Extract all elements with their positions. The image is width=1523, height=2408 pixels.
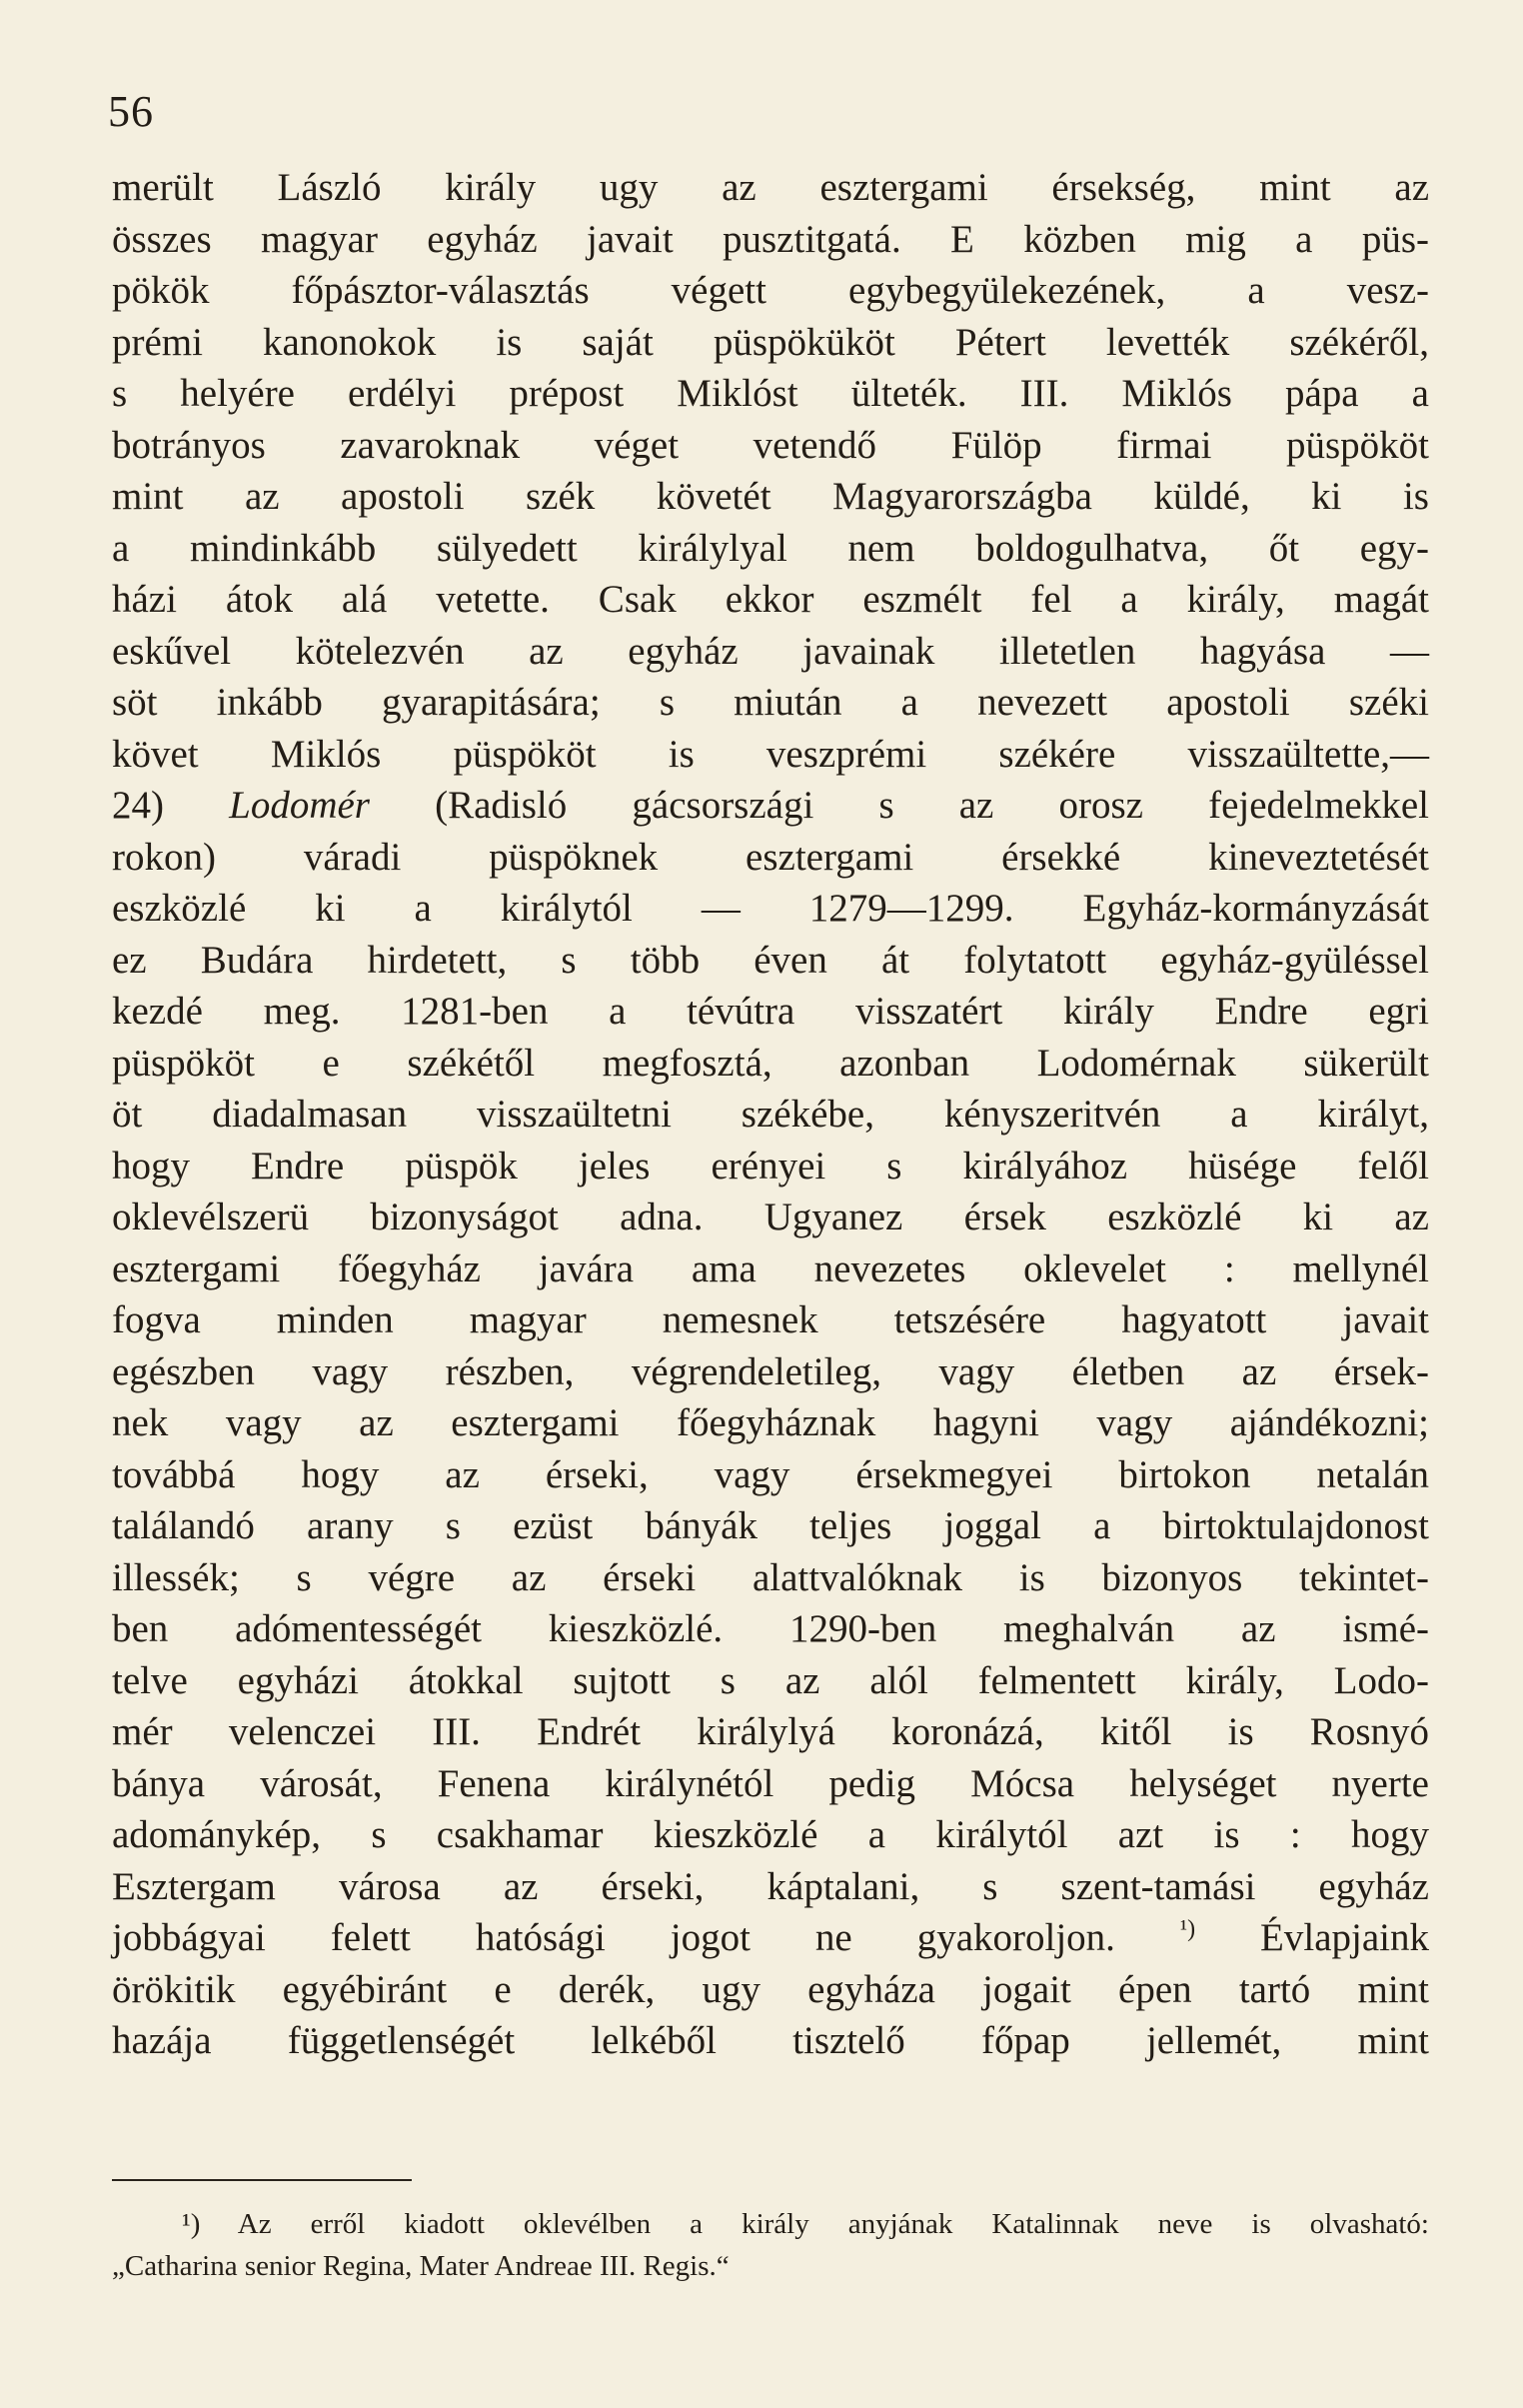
text-segment: mint az apostoli szék követét Magyarországba küldé, ki is xyxy=(112,475,1429,518)
text-line xyxy=(112,780,1429,832)
text-line xyxy=(112,368,1429,420)
text-segment: ez Budára hirdetett, s több éven át folytatott egyház-gyüléssel xyxy=(112,938,1429,982)
text-line xyxy=(112,1603,1429,1655)
text-line xyxy=(112,265,1429,317)
text-segment: örökitik egyébiránt e derék, ugy egyháza jogait épen tartó mint xyxy=(112,1967,1429,2011)
text-line xyxy=(112,832,1429,884)
text-line xyxy=(112,1397,1429,1449)
text-line xyxy=(112,471,1429,523)
body-text xyxy=(112,162,1429,2067)
text-line xyxy=(112,214,1429,266)
text-line xyxy=(112,1089,1429,1141)
text-segment: a mindinkább sülyedett királylyal nem boldogulhatva, őt egy- xyxy=(112,526,1429,570)
text-line xyxy=(112,1964,1429,2016)
text-line xyxy=(112,677,1429,729)
text-line xyxy=(112,626,1429,678)
text-line xyxy=(112,729,1429,781)
text-line xyxy=(112,935,1429,987)
text-line xyxy=(112,1192,1429,1243)
text-line xyxy=(112,1449,1429,1501)
text-line xyxy=(112,986,1429,1038)
text-segment: fogva minden magyar nemesnek tetszésére hagyatott javait xyxy=(112,1298,1429,1341)
text-line xyxy=(112,1809,1429,1861)
text-segment: kezdé meg. 1281-ben a tévútra visszatért király Endre egri xyxy=(112,990,1429,1033)
text-segment: eskűvel kötelezvén az egyház javainak illetetlen hagyása — xyxy=(112,629,1429,673)
text-segment: söt inkább gyarapitására; s miután a nevezett apostoli széki xyxy=(112,681,1429,724)
text-segment: rokon) váradi püspöknek esztergami érsekké kineveztetését xyxy=(112,835,1429,879)
text-segment: találandó arany s ezüst bányák teljes joggal a birtoktulajdonost xyxy=(112,1504,1429,1547)
text-line xyxy=(112,523,1429,575)
text-line xyxy=(112,1500,1429,1552)
text-segment: botrányos zavaroknak véget vetendő Fülöp firmai püspököt xyxy=(112,423,1429,467)
text-line xyxy=(112,2015,1429,2067)
text-segment: Évlapjaink xyxy=(1195,1916,1429,1959)
text-line xyxy=(112,1038,1429,1090)
text-segment: illessék; s végre az érseki alattvalóknak is bizonyos tekintet- xyxy=(112,1555,1429,1599)
text-line xyxy=(112,1706,1429,1758)
text-segment: ben adómentességét kieszközlé. 1290-ben meghalván az ismé- xyxy=(112,1607,1429,1650)
text-segment: telve egyházi átokkal sujtott s az alól felmentett király, Lodo- xyxy=(112,1658,1429,1702)
text-line xyxy=(112,1346,1429,1398)
text-segment: öt diadalmasan visszaültetni székébe, kényszeritvén a királyt, xyxy=(112,1093,1429,1136)
text-line xyxy=(112,420,1429,472)
text-segment: eszközlé ki a királytól — 1279—1299. Egyház-kormányzását xyxy=(112,887,1429,930)
text-line xyxy=(112,1758,1429,1810)
page-number: 56 xyxy=(108,87,154,136)
text-segment: nek vagy az esztergami főegyháznak hagyni vagy ajándékozni; xyxy=(112,1401,1429,1444)
text-line xyxy=(112,883,1429,935)
text-line xyxy=(112,1552,1429,1604)
text-segment: egészben vagy részben, végrendeletileg, vagy életben az érsek- xyxy=(112,1349,1429,1393)
text-segment: adománykép, s csakhamar kieszközlé a királytól azt is : hogy xyxy=(112,1813,1429,1856)
text-line xyxy=(112,1655,1429,1707)
text-line xyxy=(112,1861,1429,1913)
text-segment: (Radisló gácsországi s az orosz fejedelmekkel xyxy=(369,784,1429,827)
text-line xyxy=(112,162,1429,214)
text-segment: hazája függetlenségét lelkéből tisztelő főpap jellemét, mint xyxy=(112,2019,1429,2062)
text-segment: 24) xyxy=(112,784,230,827)
text-line xyxy=(112,1243,1429,1295)
text-segment: bánya városát, Fenena királynétól pedig Mócsa helységet nyerte xyxy=(112,1761,1429,1805)
footnote-line: „Catharina senior Regina, Mater Andreae III. Regis.“ xyxy=(112,2250,730,2282)
italic-name: Lodomér xyxy=(229,784,370,827)
text-segment: püspököt e székétől megfosztá, azonban Lodomérnak sükerült xyxy=(112,1041,1429,1085)
text-segment: s helyére erdélyi prépost Miklóst ülteték. III. Miklós pápa a xyxy=(112,372,1429,415)
text-segment: pökök főpásztor-választás végett egybegyülekezének, a vesz- xyxy=(112,269,1429,312)
text-segment: házi átok alá vetette. Csak ekkor eszmélt fel a király, magát xyxy=(112,578,1429,621)
footnotes xyxy=(112,2203,1429,2287)
text-segment: Esztergam városa az érseki, káptalani, s szent-tamási egyház xyxy=(112,1864,1429,1908)
text-segment: összes magyar egyház javait pusztitgatá. E közben mig a püs- xyxy=(112,217,1429,261)
text-segment: oklevélszerü bizonyságot adna. Ugyanez érsek eszközlé ki az xyxy=(112,1196,1429,1238)
footnote-divider xyxy=(112,2179,412,2181)
text-segment: követ Miklós püspököt is veszprémi székére visszaültette,— xyxy=(112,732,1429,776)
text-segment: prémi kanonokok is saját püspöküköt Pétert levették székéről, xyxy=(112,320,1429,364)
text-line xyxy=(112,574,1429,626)
text-line xyxy=(112,1912,1429,1964)
footnote-reference: ¹) xyxy=(1179,1916,1196,1942)
text-segment: hogy Endre püspök jeles erényei s királyához hüsége felől xyxy=(112,1144,1429,1188)
text-segment: jobbágyai felett hatósági jogot ne gyakoroljon. xyxy=(112,1916,1180,1959)
text-line xyxy=(112,317,1429,369)
text-segment: merült László király ugy az esztergami érsekség, mint az xyxy=(112,166,1429,209)
text-segment: továbbá hogy az érseki, vagy érsekmegyei birtokon netalán xyxy=(112,1452,1429,1496)
text-line xyxy=(112,1141,1429,1193)
text-segment: esztergami főegyház javára ama nevezetes oklevelet : mellynél xyxy=(112,1246,1429,1290)
footnote-line: ¹) Az erről kiadott oklevélben a király anyjának Katalinnak neve is olvasható: xyxy=(182,2208,1429,2240)
text-segment: mér velenczei III. Endrét királylyá koronázá, kitől is Rosnyó xyxy=(112,1710,1429,1753)
text-line xyxy=(112,1294,1429,1346)
